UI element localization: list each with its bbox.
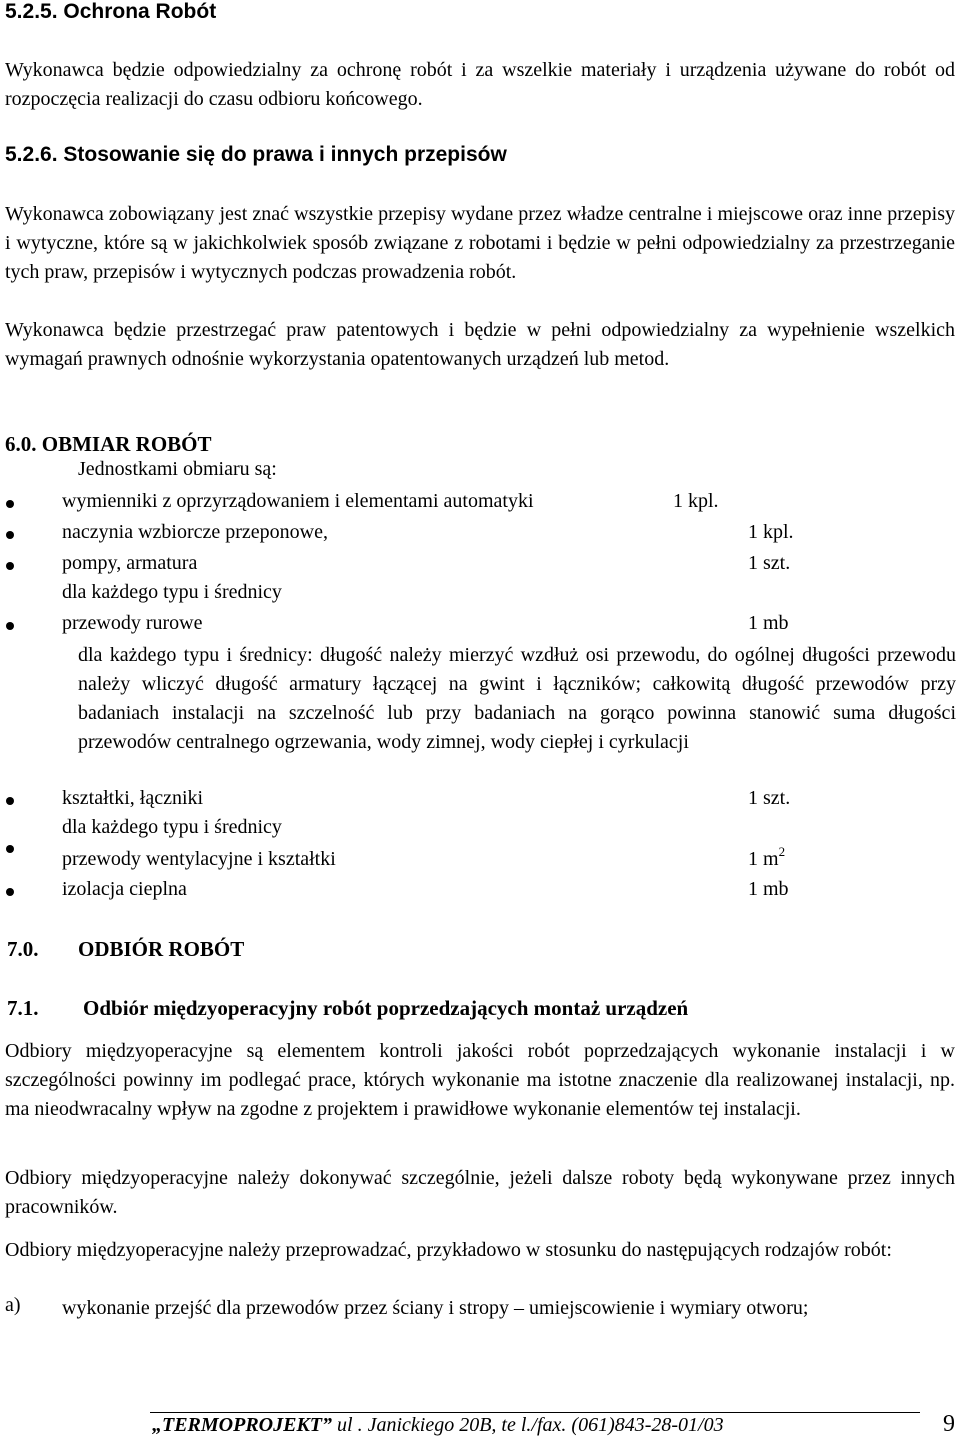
section-7-1-paragraph-1: Odbiory międzyoperacyjne są elementem kontroli jakości robót poprzedzających wykonanie instalacji i w szczególności powinny im podlegać prace, których wykonanie ma istotne znaczenie dla realizowanej instalacji, np. ma nieodwracalny wpływ na zgodne z projektem i prawidłowe wykonanie elementów tej instalacji. [5, 1040, 955, 1120]
measurement-item-note: dla każdego typu i średnicy [62, 581, 282, 603]
measurement-item-label: pompy, armatura [62, 552, 198, 574]
measurement-item-unit [748, 844, 786, 871]
footer [152, 1414, 724, 1437]
measurement-item-note: dla każdego typu i średnicy: długość należy mierzyć wzdłuż osi przewodu, do ogólnej długości przewodu należy wliczyć długość armatury łączącej na gwint i łączników; całkowitą długość przewodów przy badaniach instalacji na szczelność lub przy badaniach na gorąco powinna stanowić suma długości przewodów centralnego ogrzewania, wody zimnej, wody ciepłej i cyrkulacji [78, 644, 956, 753]
footer-address: ul . Janickiego 20B, te l./fax. (061)843-28-01/03 [332, 1414, 724, 1436]
section-7-1-paragraph-2: Odbiory międzyoperacyjne należy dokonywać szczególnie, jeżeli dalsze roboty będą wykonywane przez innych pracowników. [5, 1167, 955, 1218]
list-item-text: wykonanie przejść dla przewodów przez ściany i stropy – umiejscowienie i wymiary otworu; [62, 1297, 809, 1319]
section-7-0-title: ODBIÓR ROBÓT [78, 937, 245, 961]
measurement-item-label: izolacja cieplna [62, 878, 187, 900]
bullet-icon [6, 845, 14, 853]
footer-company: „TERMOPROJEKT” [152, 1414, 333, 1436]
list-item-marker: a) [5, 1294, 21, 1316]
measurement-item-label: naczynia wzbiorcze przeponowe, [62, 521, 328, 543]
measurement-item-unit: 1 szt. [748, 787, 791, 809]
section-5-2-6-paragraph-1: Wykonawca zobowiązany jest znać wszystkie przepisy wydane przez władze centralne i miejscowe oraz inne przepisy i wytyczne, które są w jakichkolwiek sposób związane z robotami i będzie w pełni odpowiedzialny za przestrzeganie tych praw, przepisów i wytycznych podczas prowadzenia robót. [5, 203, 955, 283]
section-7-1-paragraph-3: Odbiory międzyoperacyjne należy przeprowadzać, przykładowo w stosunku do następujących rodzajów robót: [5, 1239, 892, 1261]
measurement-item-unit: 1 kpl. [748, 521, 794, 543]
section-5-2-6-heading: 5.2.6. Stosowanie się do prawa i innych przepisów [5, 143, 507, 166]
section-7-1-title: Odbiór międzyoperacyjny robót poprzedzających montaż urządzeń [83, 996, 689, 1020]
bullet-icon [6, 622, 14, 630]
unit-text: 1 m [748, 848, 779, 870]
section-7-0-number: 7.0. [7, 937, 39, 961]
bullet-icon [6, 797, 14, 805]
section-5-2-5-paragraph: Wykonawca będzie odpowiedzialny za ochronę robót i za wszelkie materiały i urządzenia używane do robót od rozpoczęcia realizacji do czasu odbioru końcowego. [5, 59, 955, 110]
unit-exponent: 2 [778, 844, 786, 859]
measurement-units-intro: Jednostkami obmiaru są: [78, 458, 277, 480]
measurement-item-label: wymienniki z oprzyrządowaniem i elementami automatyki [62, 490, 534, 512]
measurement-item-label: przewody rurowe [62, 612, 203, 634]
measurement-item-unit: 1 mb [748, 878, 789, 900]
measurement-item-unit: 1 kpl. [673, 490, 719, 512]
section-5-2-5-heading: 5.2.5. Ochrona Robót [5, 0, 217, 23]
measurement-item-note: dla każdego typu i średnicy [62, 816, 282, 838]
section-5-2-6-paragraph-2: Wykonawca będzie przestrzegać praw patentowych i będzie w pełni odpowiedzialny za wypełnienie wszelkich wymagań prawnych odnośnie wykorzystania opatentowanych urządzeń lub metod. [5, 319, 955, 370]
bullet-icon [6, 562, 14, 570]
section-6-0-heading: 6.0. OBMIAR ROBÓT [5, 432, 212, 456]
bullet-icon [6, 500, 14, 508]
measurement-item-label: przewody wentylacyjne i kształtki [62, 848, 336, 870]
measurement-item-label: kształtki, łączniki [62, 787, 204, 809]
page-number: 9 [943, 1411, 955, 1437]
footer-divider [150, 1412, 920, 1413]
measurement-item-unit: 1 szt. [748, 552, 791, 574]
section-7-1-number: 7.1. [7, 996, 39, 1020]
bullet-icon [6, 531, 14, 539]
bullet-icon [6, 888, 14, 896]
measurement-item-unit: 1 mb [748, 612, 789, 634]
